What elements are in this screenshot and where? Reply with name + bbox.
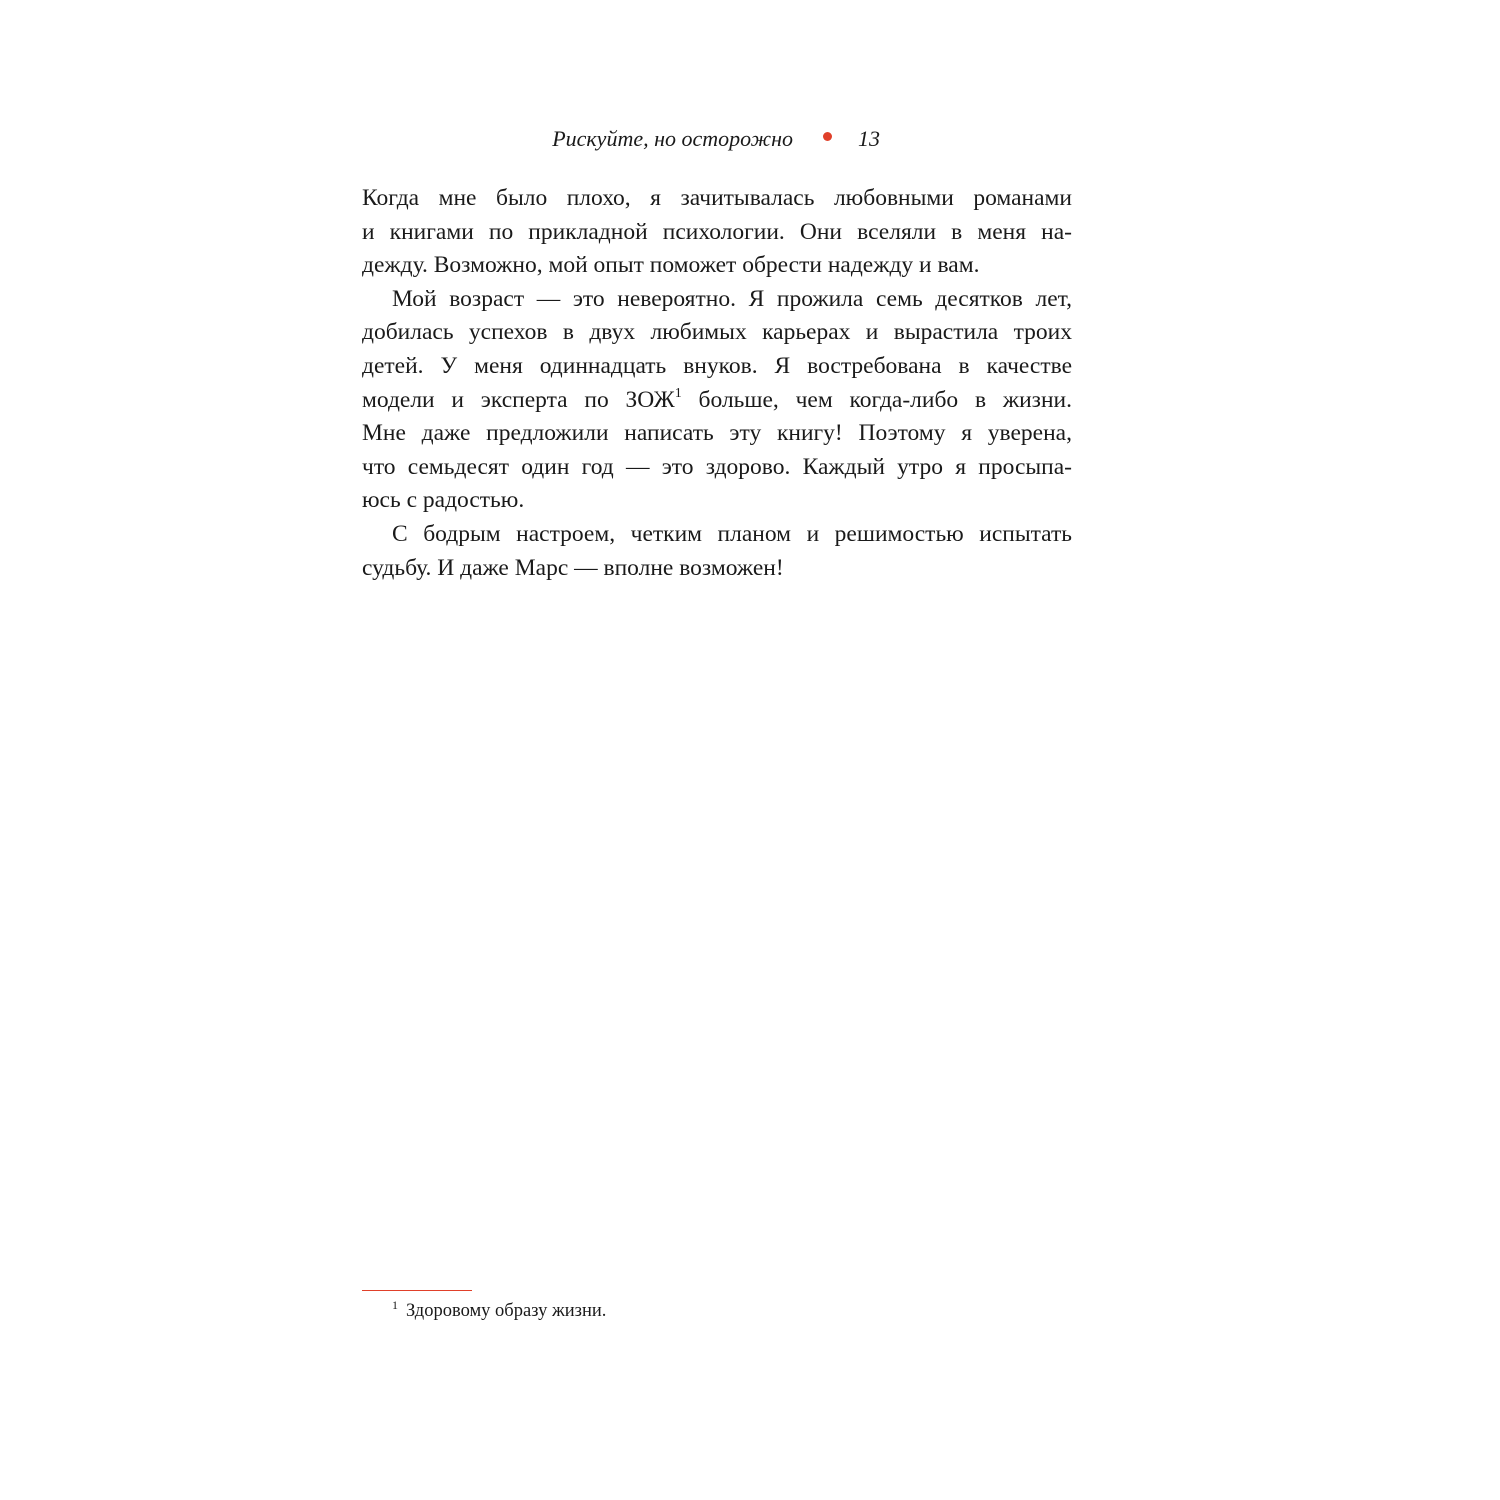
text-line: что семьдесят один год — это здорово. Каждый утро я просыпа- [362, 453, 1072, 480]
bullet-icon [823, 132, 832, 141]
text-fragment: модели и эксперта по ЗОЖ [362, 386, 675, 413]
footnote-text: Здоровому образу жизни. [406, 1301, 607, 1321]
footnote-divider [362, 1290, 472, 1291]
text-line: Когда мне было плохо, я зачитывалась любовными романами [362, 185, 1072, 211]
text-line: Мой возраст — это невероятно. Я прожила семь десятков лет, [392, 285, 1072, 312]
text-line: судьбу. И даже Марс — вполне возможен! [362, 554, 784, 581]
text-line: добилась успехов в двух любимых карьерах и вырастила троих [362, 319, 1072, 346]
text-line-with-footnote [362, 384, 1072, 418]
body-text [362, 182, 1072, 585]
footnote-reference[interactable]: 1 [674, 385, 682, 401]
text-line: С бодрым настроем, четким планом и решимостью испытать [392, 520, 1072, 547]
footnote [392, 1297, 606, 1326]
footnote-mark: 1 [392, 1298, 398, 1312]
page-number: 13 [858, 126, 880, 151]
text-fragment: больше, чем когда-либо в жизни. [681, 386, 1072, 413]
running-head [362, 124, 880, 154]
text-line: детей. У меня одиннадцать внуков. Я востребована в качестве [362, 352, 1072, 379]
text-line: дежду. Возможно, мой опыт поможет обрести надежду и вам. [362, 252, 980, 279]
text-line: Мне даже предложили написать эту книгу! Поэтому я уверена, [362, 420, 1072, 447]
text-line: и книгами по прикладной психологии. Они вселяли в меня на- [362, 218, 1072, 245]
text-line: юсь с радостью. [362, 487, 525, 514]
running-head-title: Рискуйте, но осторожно [552, 126, 793, 151]
